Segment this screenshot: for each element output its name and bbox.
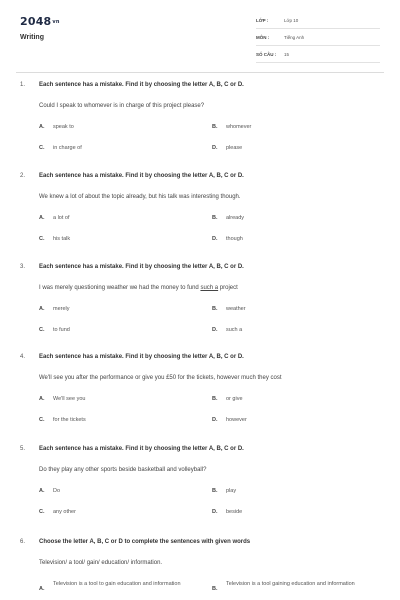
meta-class-label: LỚP : <box>256 18 269 23</box>
question-sentence: Do they play any other sports beside basketball and volleyball? <box>39 467 207 473</box>
option-letter: D. <box>212 327 218 333</box>
option-letter: D. <box>212 236 218 242</box>
option-letter: B. <box>212 586 218 592</box>
option-text: in charge of <box>53 145 82 151</box>
option-letter: B. <box>212 215 218 221</box>
question-number: 3. <box>20 264 26 270</box>
question-sentence: We knew a lot of about the topic already, but his talk was interesting though. <box>39 194 241 200</box>
question-sentence <box>39 285 238 291</box>
option-letter: B. <box>212 124 218 130</box>
option-text: or give <box>226 396 243 402</box>
meta-subject-value: Tiếng Anh <box>284 35 305 40</box>
underlined-phrase: such a <box>200 285 219 291</box>
sentence-part: I was merely questioning weather we had the money to fund <box>39 285 201 291</box>
option-text: play <box>226 488 237 494</box>
option-letter: A. <box>39 586 45 592</box>
option-letter: D. <box>212 417 218 423</box>
question-instruction: Each sentence has a mistake. Find it by choosing the letter A, B, C or D. <box>39 446 244 452</box>
question-number: 1. <box>20 82 26 88</box>
option-text: such a <box>226 327 243 333</box>
option-text: however <box>226 417 247 423</box>
option-text: weather <box>226 306 246 312</box>
option-letter: A. <box>39 215 45 221</box>
question-sentence: Television/ a tool/ gain/ education/ information. <box>39 560 163 566</box>
logo-suffix: vn <box>52 19 60 25</box>
option-letter: A. <box>39 124 45 130</box>
option-c[interactable] <box>39 509 76 515</box>
meta-count-value: 15 <box>284 52 290 57</box>
option-a[interactable] <box>39 306 70 312</box>
option-d[interactable] <box>212 327 242 333</box>
option-text: We'll see you <box>53 396 86 402</box>
option-letter: A. <box>39 306 45 312</box>
option-a[interactable] <box>39 488 60 494</box>
option-c[interactable] <box>39 145 82 151</box>
option-letter: B. <box>212 306 218 312</box>
option-letter: C. <box>39 417 45 423</box>
option-b[interactable] <box>212 215 244 221</box>
question-instruction: Each sentence has a mistake. Find it by choosing the letter A, B, C or D. <box>39 173 244 179</box>
site-logo[interactable] <box>20 15 60 28</box>
question-instruction: Choose the letter A, B, C or D to complete the sentences with given words <box>39 539 251 545</box>
option-letter: C. <box>39 509 45 515</box>
option-text: already <box>226 215 245 221</box>
question-sentence: We'll see you after the performance or give you £50 for the tickets, however much they cost <box>39 375 282 381</box>
option-a[interactable] <box>39 124 74 130</box>
option-c[interactable] <box>39 236 70 242</box>
option-text: whomever <box>226 124 252 130</box>
option-d[interactable] <box>212 509 242 515</box>
option-text: beside <box>226 509 243 515</box>
option-text: merely <box>53 306 70 312</box>
option-letter: A. <box>39 488 45 494</box>
option-letter: C. <box>39 236 45 242</box>
option-d[interactable] <box>212 417 247 423</box>
question-number: 2. <box>20 173 26 179</box>
option-letter: D. <box>212 509 218 515</box>
question-number: 6. <box>20 539 26 545</box>
option-b[interactable] <box>212 396 243 402</box>
worksheet-header <box>0 0 400 72</box>
sentence-part: project <box>218 285 238 291</box>
meta-class-value: Lớp 10 <box>284 18 299 23</box>
option-text: any other <box>53 509 76 515</box>
option-text: for the tickets <box>53 417 86 423</box>
option-text: please <box>226 145 243 151</box>
logo-text: 2048 <box>20 15 52 28</box>
option-text: Do <box>53 488 61 494</box>
option-letter: D. <box>212 145 218 151</box>
option-text: to fund <box>53 327 70 333</box>
option-text: a lot of <box>53 215 70 221</box>
option-letter: A. <box>39 396 45 402</box>
question-number: 5. <box>20 446 26 452</box>
worksheet-title: Writing <box>20 34 44 41</box>
option-letter: C. <box>39 145 45 151</box>
question-instruction: Each sentence has a mistake. Find it by choosing the letter A, B, C or D. <box>39 264 244 270</box>
meta-count-row <box>256 48 380 63</box>
option-b[interactable] <box>212 306 246 312</box>
option-a[interactable] <box>39 396 85 402</box>
question-instruction: Each sentence has a mistake. Find it by choosing the letter A, B, C or D. <box>39 82 244 88</box>
option-text: though <box>226 236 243 242</box>
option-b[interactable] <box>212 124 251 130</box>
option-text: Television is a tool gaining education and information <box>226 581 355 587</box>
option-a[interactable] <box>39 215 70 221</box>
meta-class-row <box>256 14 380 29</box>
option-c[interactable] <box>39 327 70 333</box>
option-letter: B. <box>212 488 218 494</box>
option-letter: B. <box>212 396 218 402</box>
option-d[interactable] <box>212 236 243 242</box>
option-letter: C. <box>39 327 45 333</box>
meta-subject-row <box>256 31 380 46</box>
worksheet-meta <box>256 14 380 65</box>
option-b[interactable] <box>212 488 236 494</box>
header-divider <box>16 72 384 73</box>
meta-count-label: SỐ CÂU : <box>256 52 277 57</box>
question-sentence: Could I speak to whomever is in charge of this project please? <box>39 103 205 109</box>
option-c[interactable] <box>39 417 86 423</box>
meta-subject-label: MÔN : <box>256 35 270 40</box>
option-text: speak to <box>53 124 74 130</box>
option-d[interactable] <box>212 145 242 151</box>
question-instruction: Each sentence has a mistake. Find it by choosing the letter A, B, C or D. <box>39 354 244 360</box>
option-text: Television is a tool to gain education and information <box>53 581 181 587</box>
option-text: his talk <box>53 236 71 242</box>
question-number: 4. <box>20 354 26 360</box>
